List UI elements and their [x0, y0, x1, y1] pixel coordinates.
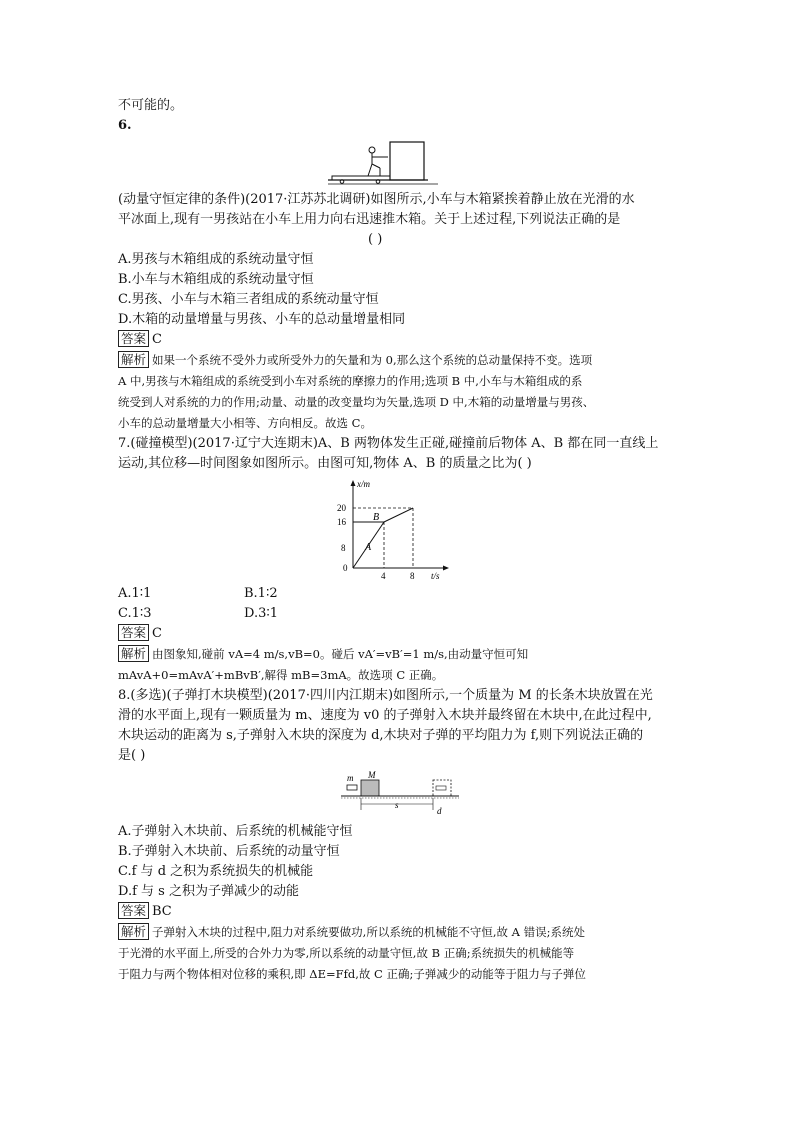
q8-option-c: C.f 与 d 之积为系统损失的机械能 [118, 864, 314, 879]
q7-options-row1 [118, 584, 678, 604]
q7-option-a: A.1∶1 [118, 586, 152, 601]
answer-tag: 答案 [118, 330, 149, 347]
q6-explanation-line1: 解析 如果一个系统不受外力或所受外力的矢量和为 0,那么这个系统的总动量保持不变。选项 [118, 350, 678, 371]
explanation-tag: 解析 [118, 923, 149, 940]
q6-option-a: A.男孩与木箱组成的系统动量守恒 [118, 252, 314, 267]
continued-text: 不可能的。 [118, 98, 184, 113]
q6-explanation-line2: A 中,男孩与木箱组成的系统受到小车对系统的摩擦力的作用;选项 B 中,小车与木箱组成的系 [118, 374, 583, 388]
q8-label-s: s [395, 800, 399, 810]
q8-explanation-line1: 解析 子弹射入木块的过程中,阻力对系统要做功,所以系统的机械能不守恒,故 A 错误;系统处 [118, 922, 678, 943]
q7-x-axis-label: t/s [431, 571, 440, 580]
q6-answer-value: C [152, 332, 162, 347]
q8-stem-line2: 滑的水平面上,现有一颗质量为 m、速度为 v0 的子弹射入木块并最终留在木块中,在此过程中, [118, 708, 652, 723]
q7-line-label-a: A [365, 542, 372, 553]
q8-answer [118, 902, 678, 922]
q7-option-c: C.1∶3 [118, 606, 152, 621]
q7-explanation-line2: mAvA+0=mAvA′+mBvB′,解得 mB=3mA。故选项 C 正确。 [118, 668, 444, 682]
q6-stem-line1: (动量守恒定律的条件)(2017·江苏苏北调研)如图所示,小车与木箱紧挨着静止放在光滑的水 [118, 192, 635, 207]
q7-explanation-line1: 解析 由图象知,碰前 vA=4 m/s,vB=0。碰后 vA′=vB′=1 m/s,由动量守恒可知 [118, 644, 678, 665]
q7-answer [118, 624, 678, 644]
q7-tick-t8: 8 [410, 571, 415, 580]
explanation-tag: 解析 [118, 645, 149, 662]
q6-option-c: C.男孩、小车与木箱三者组成的系统动量守恒 [118, 292, 379, 307]
answer-tag: 答案 [118, 902, 149, 919]
q7-options-row2 [118, 604, 678, 624]
q8-explanation-line3: 于阻力与两个物体相对位移的乘积,即 ΔE=Ffd,故 C 正确;子弹减少的动能等于阻力与子弹位 [118, 967, 586, 981]
q8-bullet-block-figure [333, 770, 463, 818]
q8-stem-line4: 是( ) [118, 748, 146, 763]
q7-stem-line2: 运动,其位移—时间图象如图所示。由图可知,物体 A、B 的质量之比为( ) [118, 456, 532, 471]
q8-explanation-line2: 于光滑的水平面上,所受的合外力为零,所以系统的动量守恒,故 B 正确;系统损失的机械能等 [118, 946, 575, 960]
q8-option-a: A.子弹射入木块前、后系统的机械能守恒 [118, 824, 353, 839]
q7-tick-16: 16 [337, 517, 346, 527]
q7-position-time-graph [323, 478, 453, 580]
q8-label-big-m: M [368, 770, 376, 780]
q6-option-d: D.木箱的动量增量与男孩、小车的总动量增量相同 [118, 312, 406, 327]
q8-option-b: B.子弹射入木块前、后系统的动量守恒 [118, 844, 340, 859]
q7-answer-value: C [152, 626, 162, 641]
q6-figure-cart-box [328, 140, 468, 186]
q6-explanation-line3: 统受到人对系统的力的作用;动量、动量的改变量均为矢量,选项 D 中,木箱的动量增量与男孩、 [118, 395, 595, 409]
q7-tick-8: 8 [341, 543, 346, 553]
explanation-tag: 解析 [118, 351, 149, 368]
q8-stem-line3: 木块运动的距离为 s,子弹射入木块的深度为 d,木块对子弹的平均阻力为 f,则下列说法正确的 [118, 728, 644, 743]
q6-answer-blank: ( ) [368, 232, 383, 247]
answer-tag: 答案 [118, 624, 149, 641]
q7-y-axis-label: x/m [357, 479, 370, 489]
q7-tick-t4: 4 [381, 571, 386, 580]
q7-line-label-b: B [373, 512, 380, 523]
q6-explanation-line4: 小车的总动量增量大小相等、方向相反。故选 C。 [118, 416, 372, 430]
q8-label-m: m [347, 773, 354, 783]
document-page [118, 96, 678, 985]
q8-answer-value: BC [152, 904, 172, 919]
q6-stem-line2: 平冰面上,现有一男孩站在小车上用力向右迅速推木箱。关于上述过程,下列说法正确的是 [118, 212, 621, 227]
q7-stem-line1: 7.(碰撞模型)(2017·辽宁大连期末)A、B 两物体发生正碰,碰撞前后物体 A、B 都在同一直线上 [118, 436, 659, 451]
q6-option-b: B.小车与木箱组成的系统动量守恒 [118, 272, 314, 287]
q8-stem-line1: 8.(多选)(子弹打木块模型)(2017·四川内江期末)如图所示,一个质量为 M 的长条木块放置在光 [118, 688, 653, 703]
q6-number: 6. [118, 118, 132, 133]
q7-tick-0: 0 [343, 563, 348, 573]
q7-tick-20: 20 [337, 503, 346, 513]
q7-option-d: D.3∶1 [244, 606, 279, 621]
q7-option-b: B.1∶2 [244, 586, 278, 601]
q6-answer [118, 330, 678, 350]
q8-option-d: D.f 与 s 之积为子弹减少的动能 [118, 884, 299, 899]
q8-label-d: d [437, 806, 442, 816]
